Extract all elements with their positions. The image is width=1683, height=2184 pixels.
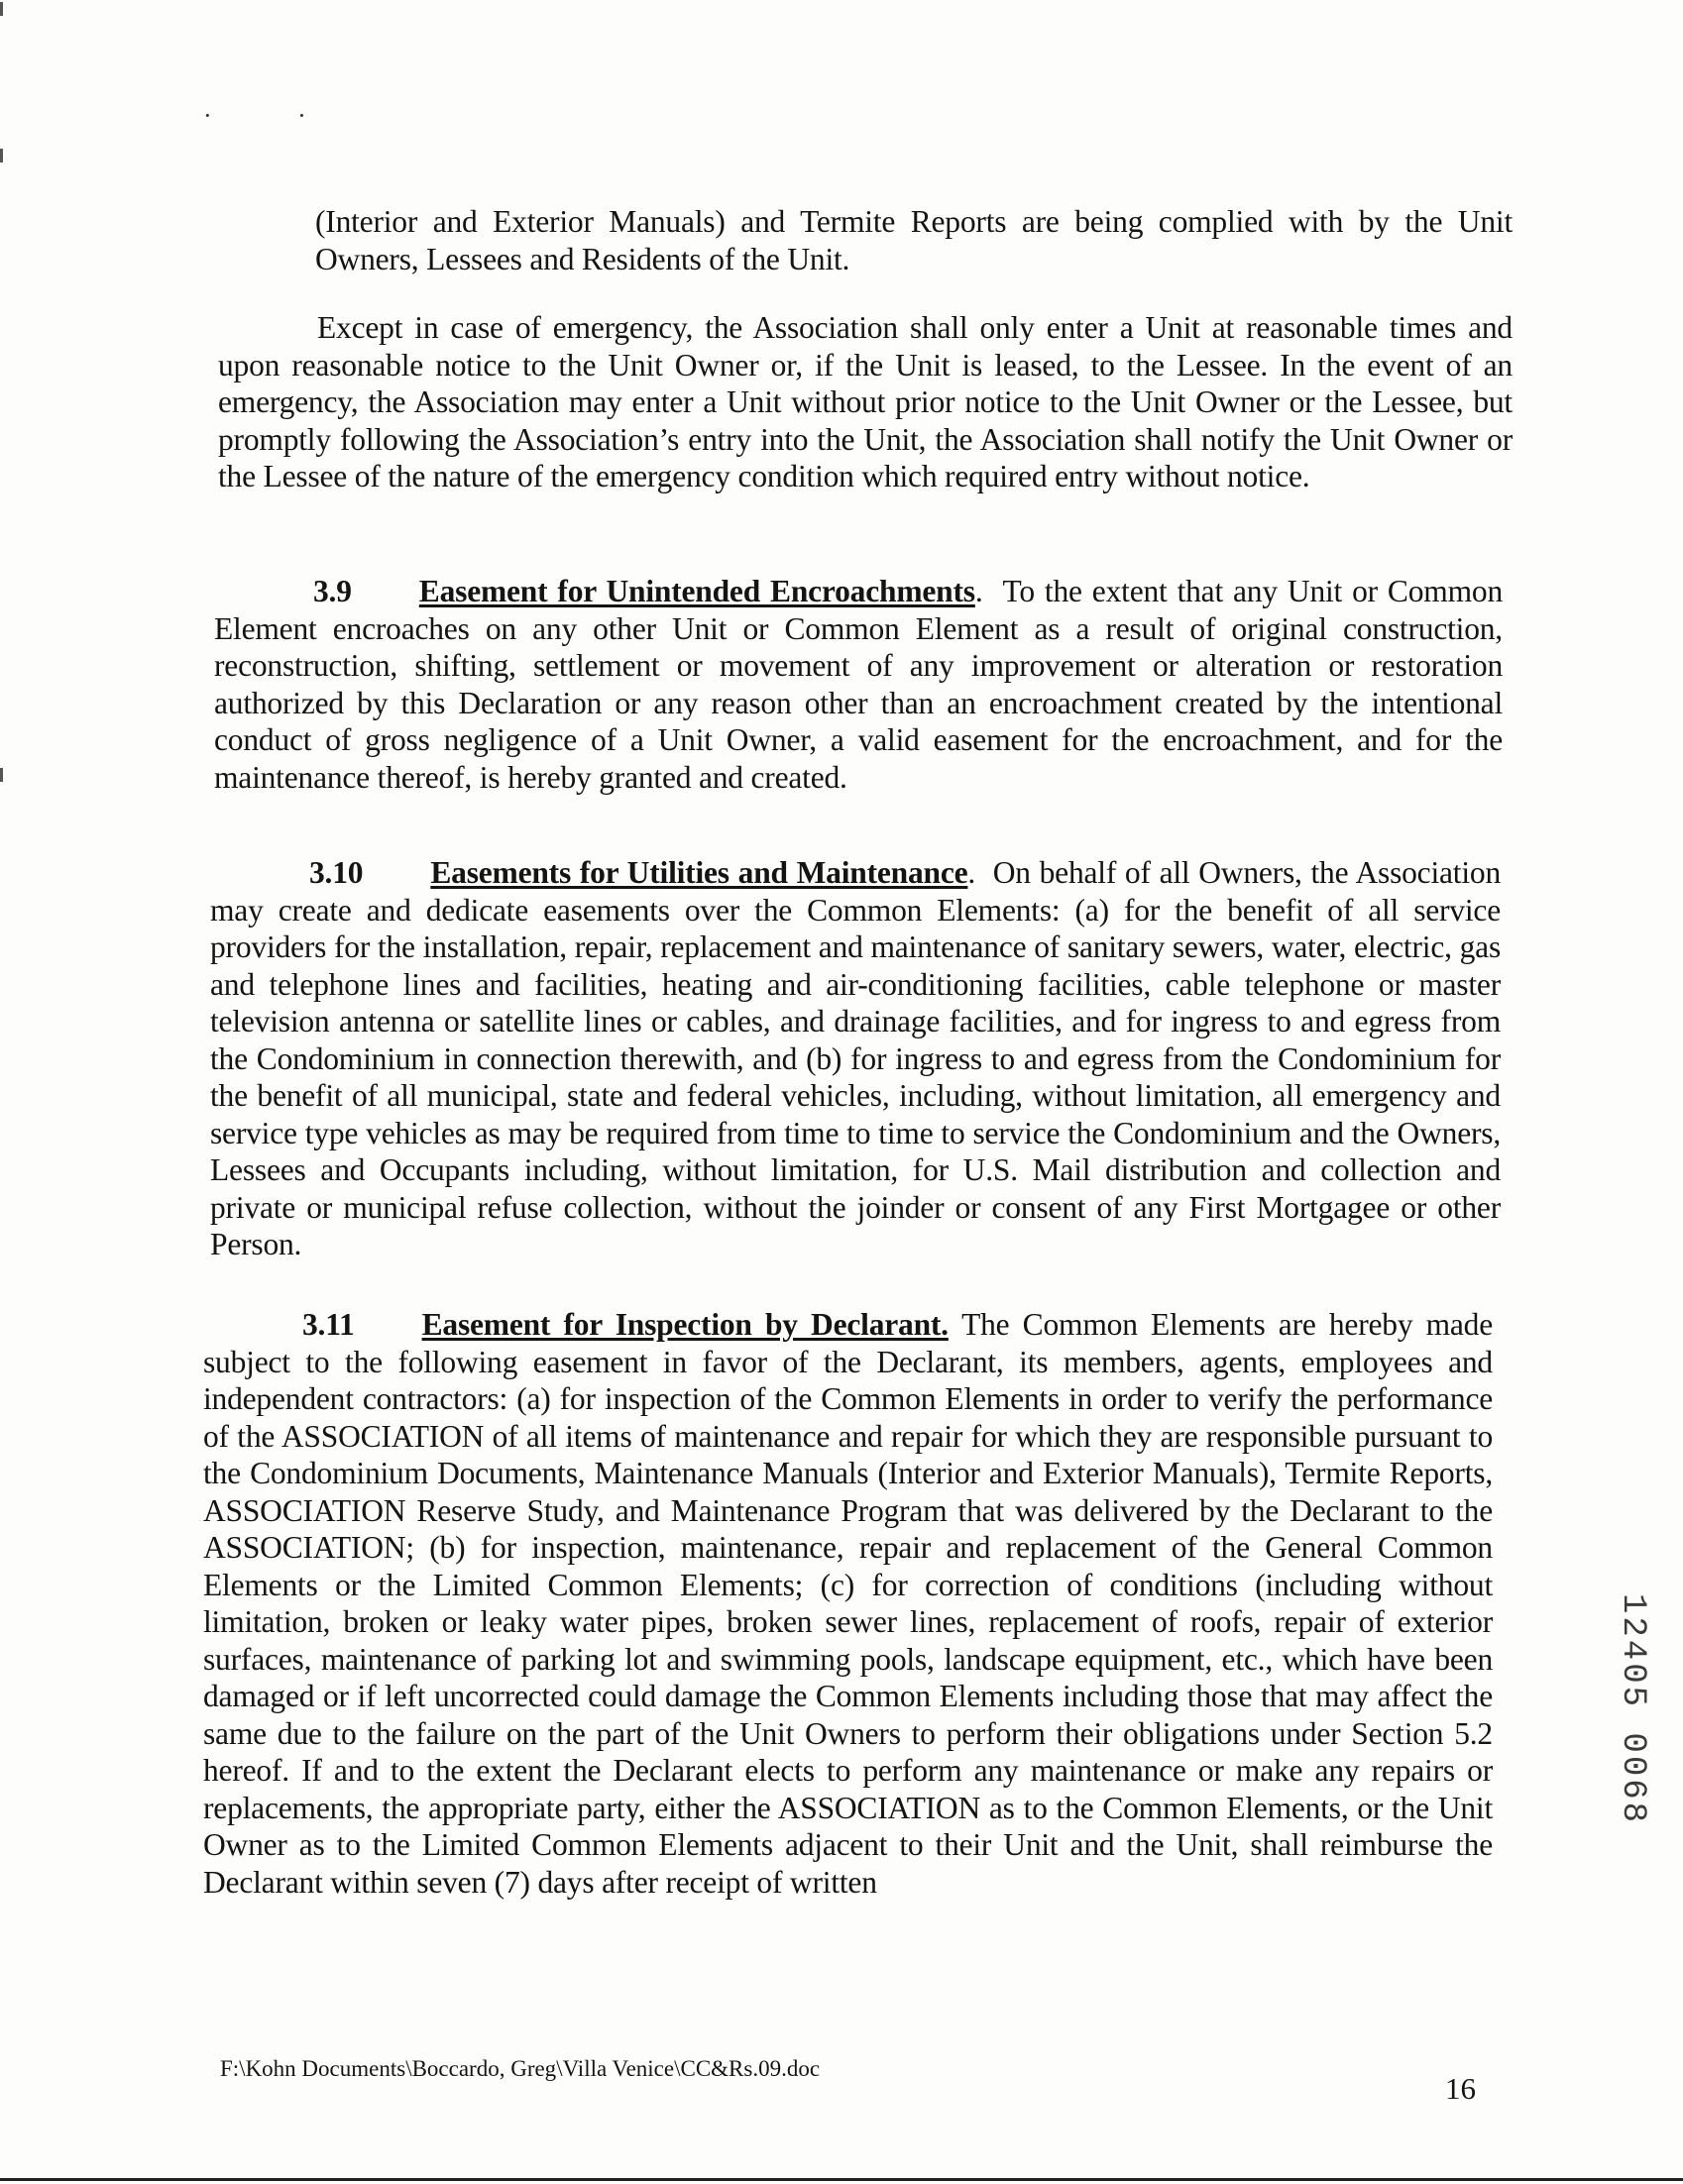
scan-bottom-edge [0, 2178, 1683, 2181]
section-heading: Easements for Utilities and Maintenance [430, 855, 968, 890]
section-body: On behalf of all Owners, the Association may create and dedicate easements over the Common Elements: (a) for the benefit of all service providers for the installation, repair, replacement and maintenance of sanitary sewers, water, electric, gas and telephone lines and facilities, heating and air-conditioning facilities, cable telephone or master television antenna or satellite lines or cables, and drainage facilities, and for ingress to and egress from the Condominium in connection therewith, and (b) for ingress to and egress from the Condominium for the benefit of all municipal, state and federal vehicles, including, without limitation, all emergency and service type vehicles as may be required from time to time to service the Condominium and the Owners, Lessees and Occupants including, without limitation, for U.S. Mail distribution and collection and private or municipal refuse collection, without the joinder or consent of any First Mortgagee or other Person. [210, 855, 1501, 1261]
footer-file-path: F:\Kohn Documents\Boccardo, Greg\Villa Venice\CC&Rs.09.doc [220, 2056, 821, 2081]
section-3-10: 3.10 Easements for Utilities and Maintenance. On behalf of all Owners, the Association may create and dedicate easements over the Common Elements: (a) for the benefit of all service providers for the installation, repair, replacement and maintenance of sanitary sewers, water, electric, gas and telephone lines and facilities, heating and air-conditioning facilities, cable telephone or master television antenna or satellite lines or cables, and drainage facilities, and for ingress to and egress from the Condominium in connection therewith, and (b) for ingress to and egress from the Condominium for the benefit of all municipal, state and federal vehicles, including, without limitation, all emergency and service type vehicles as may be required from time to time to service the Condominium and the Owners, Lessees and Occupants including, without limitation, for U.S. Mail distribution and collection and private or municipal refuse collection, without the joinder or consent of any First Mortgagee or other Person. [210, 855, 1501, 1261]
section-heading: Easement for Inspection by Declarant. [421, 1307, 949, 1342]
page-number: 16 [1445, 2071, 1476, 2106]
section-body: The Common Elements are hereby made subject to the following easement in favor of the Declarant, its members, agents, employees and independent contractors: (a) for inspection of the Common Elements in order to verify the performance of the ASSOCIATION of all items of maintenance and repair for which they are responsible pursuant to the Condominium Documents, Maintenance Manuals (Interior and Exterior Manuals), Termite Reports, ASSOCIATION Reserve Study, and Maintenance Program that was delivered by the Declarant to the ASSOCIATION; (b) for inspection, maintenance, repair and replacement of the General Common Elements or the Limited Common Elements; (c) for correction of conditions (including without limitation, broken or leaky water pipes, broken sewer lines, replacement of roofs, repair of exterior surfaces, maintenance of parking lot and swimming pools, landscape equipment, etc., which have been damaged or if left uncorrected could damage the Common Elements including those that may affect the same due to the failure on the part of the Unit Owners to perform their obligations under Section 5.2 hereof. If and to the extent the Declarant elects to perform any maintenance or make any repairs or replacements, the appropriate party, either the ASSOCIATION as to the Common Elements, or the Unit Owner as to the Limited Common Elements adjacent to their Unit and the Unit, shall reimburse the Declarant within seven (7) days after receipt of written [203, 1307, 1493, 1900]
emergency-entry-paragraph: Except in case of emergency, the Association shall only enter a Unit at reasonable times and upon reasonable notice to the Unit Owner or, if the Unit is leased, to the Lessee. In the event of an emergency, the Association may enter a Unit without prior notice to the Unit Owner or the Lessee, but promptly following the Association’s entry into the Unit, the Association shall notify the Unit Owner or the Lessee of the nature of the emergency condition which required entry without notice. [218, 310, 1513, 493]
section-heading: Easement for Unintended Encroachments [418, 574, 975, 608]
section-number: 3.10 [309, 855, 364, 890]
section-body: To the extent that any Unit or Common Element encroaches on any other Unit or Common Element as a result of original construction, reconstruction, shifting, settlement or movement of any improvement or alteration or restoration authorized by this Declaration or any reason other than an encroachment created by the intentional conduct of gross negligence of a Unit Owner, a valid easement for the encroachment, and for the maintenance thereof, is hereby granted and created. [214, 574, 1503, 795]
section-3-11 [203, 1306, 1493, 1901]
section-number: 3.9 [313, 574, 352, 608]
scan-edge-mark [0, 149, 3, 163]
scan-edge-mark [0, 2, 3, 16]
section-number: 3.11 [302, 1307, 355, 1342]
scan-edge-mark [0, 768, 3, 782]
continuation-paragraph: (Interior and Exterior Manuals) and Termite Reports are being complied with by the Unit Owners, Lessees and Residents of the Unit. [315, 204, 1513, 276]
section-3-9: 3.9 Easement for Unintended Encroachments. To the extent that any Unit or Common Element encroaches on any other Unit or Common Element as a result of original construction, reconstruction, shifting, settlement or movement of any improvement or alteration or restoration authorized by this Declaration or any reason other than an encroachment created by the intentional conduct of gross negligence of a Unit Owner, a valid easement for the encroachment, and for the maintenance thereof, is hereby granted and created. [214, 574, 1503, 795]
document-stamp-number: 12405 0068 [1614, 1593, 1651, 1826]
scan-specks: · · [203, 101, 346, 130]
